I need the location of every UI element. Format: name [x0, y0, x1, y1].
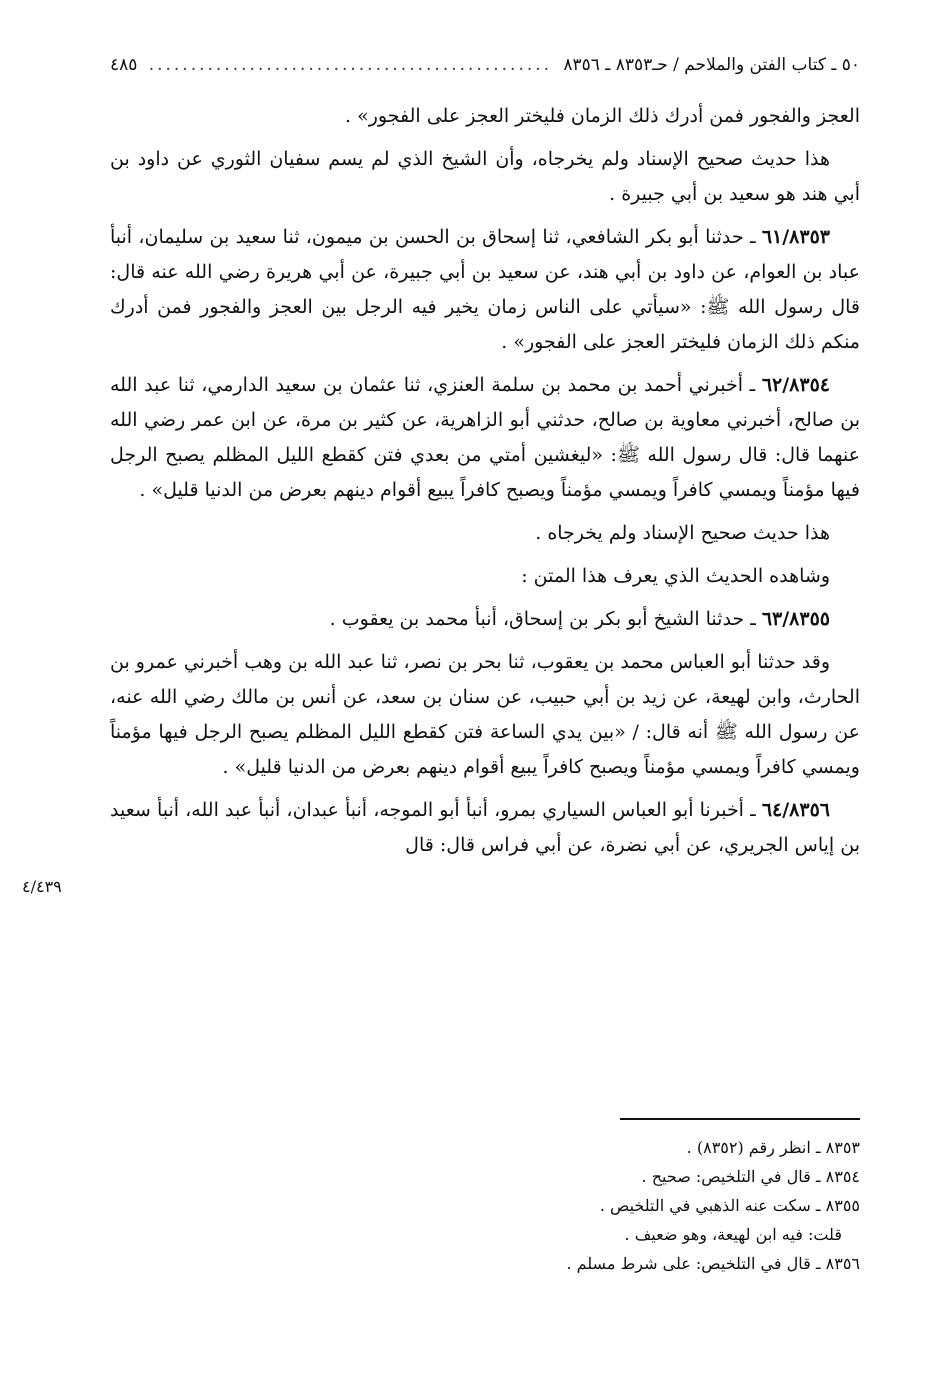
- hadith-number: ٦٤/٨٣٥٦: [761, 799, 830, 821]
- footnotes: [110, 1133, 860, 1278]
- margin-reference: ٤/٤٣٩: [22, 877, 62, 896]
- hadith-number: ٦٢/٨٣٥٤: [761, 374, 830, 396]
- running-header: [110, 55, 860, 99]
- footnote: ٨٣٥٥ ـ سكت عنه الذهبي في التلخيص .: [599, 1196, 860, 1215]
- footnote-separator: [620, 1118, 860, 1120]
- header-dot-leader: ................................................: [148, 55, 553, 75]
- paragraph: وشاهده الحديث الذي يعرف هذا المتن :: [521, 565, 830, 587]
- header-title: ٥٠ ـ كتاب الفتن والملاحم / حـ٨٣٥٣ ـ ٨٣٥٦: [563, 55, 860, 75]
- footnote: ٨٣٥٦ ـ قال في التلخيص: على شرط مسلم .: [566, 1254, 860, 1273]
- footnote: ٨٣٥٤ ـ قال في التلخيص: صحيح .: [641, 1167, 860, 1186]
- hadith-number: ٦١/٨٣٥٣: [761, 226, 830, 248]
- hadith-paragraph: ٦١/٨٣٥٣ ـ حدثنا أبو بكر الشافعي، ثنا إسحاق بن الحسن بن ميمون، ثنا سعيد بن سليمان، أنبأ عباد بن العوام، عن داود بن أبي هند، عن سعيد بن أبي جبيرة، عن أبي هريرة رضي الله عنه قال: قال رسول الله ﷺ: «سيأتي على الناس زمان يخير فيه الرجل بين العجز والفجور فمن أدرك منكم ذلك الزمان فليختر العجز على الفجور» .: [110, 226, 860, 353]
- hadith-paragraph: ٦٢/٨٣٥٤ ـ أخبرني أحمد بن محمد بن سلمة العنزي، ثنا عثمان بن سعيد الدارمي، ثنا عبد الله بن صالح، أخبرني معاوية بن صالح، حدثني أبو الزاهرية، عن كثير بن مرة، عن ابن عمر رضي الله عنهما قال: قال رسول الله ﷺ: «ليغشين أمتي من بعدي فتن كقطع الليل المظلم يصبح الرجل فيها مؤمناً ويمسي كافراً ويمسي مؤمناً ويصبح كافراً يبيع أقوام دينهم بعرض من الدنيا قليل» .: [110, 374, 860, 501]
- hadith-paragraph: ٦٣/٨٣٥٥ ـ حدثنا الشيخ أبو بكر بن إسحاق، أنبأ محمد بن يعقوب .: [329, 608, 830, 630]
- paragraph: وقد حدثنا أبو العباس محمد بن يعقوب، ثنا بحر بن نصر، ثنا عبد الله بن وهب أخبرني عمرو بن الحارث، وابن لهيعة، عن زيد بن أبي حبيب، عن سنان بن سعد، عن أنس بن مالك رضي الله عنه، عن رسول الله ﷺ أنه قال: / «بين يدي الساعة فتن كقطع الليل المظلم يصبح الرجل فيها مؤمناً ويمسي كافراً ويمسي مؤمناً ويصبح كافراً يبيع أقوام دينهم بعرض من الدنيا قليل» .: [110, 651, 860, 778]
- hadith-paragraph: ٦٤/٨٣٥٦ ـ أخبرنا أبو العباس السياري بمرو، أنبأ أبو الموجه، أنبأ عبدان، أنبأ عبد الله، أنبأ سعيد بن إياس الجريري، عن أبي نضرة، عن أبي فراس قال: قال: [110, 799, 860, 856]
- book-page: [22, 55, 860, 1348]
- paragraph: العجز والفجور فمن أدرك ذلك الزمان فليختر العجز على الفجور» .: [345, 105, 860, 127]
- paragraph: هذا حديث صحيح الإسناد ولم يخرجاه، وأن الشيخ الذي لم يسم سفيان الثوري عن داود بن أبي هند هو سعيد بن أبي جبيرة .: [110, 148, 860, 205]
- main-text: [110, 99, 860, 863]
- paragraph: هذا حديث صحيح الإسناد ولم يخرجاه .: [535, 522, 830, 544]
- hadith-number: ٦٣/٨٣٥٥: [761, 608, 830, 630]
- footnote: ٨٣٥٣ ـ انظر رقم (٨٣٥٢) .: [686, 1138, 860, 1157]
- page-number: ٤٨٥: [110, 55, 138, 75]
- footnote: قلت: فيه ابن لهيعة، وهو ضعيف .: [624, 1225, 842, 1244]
